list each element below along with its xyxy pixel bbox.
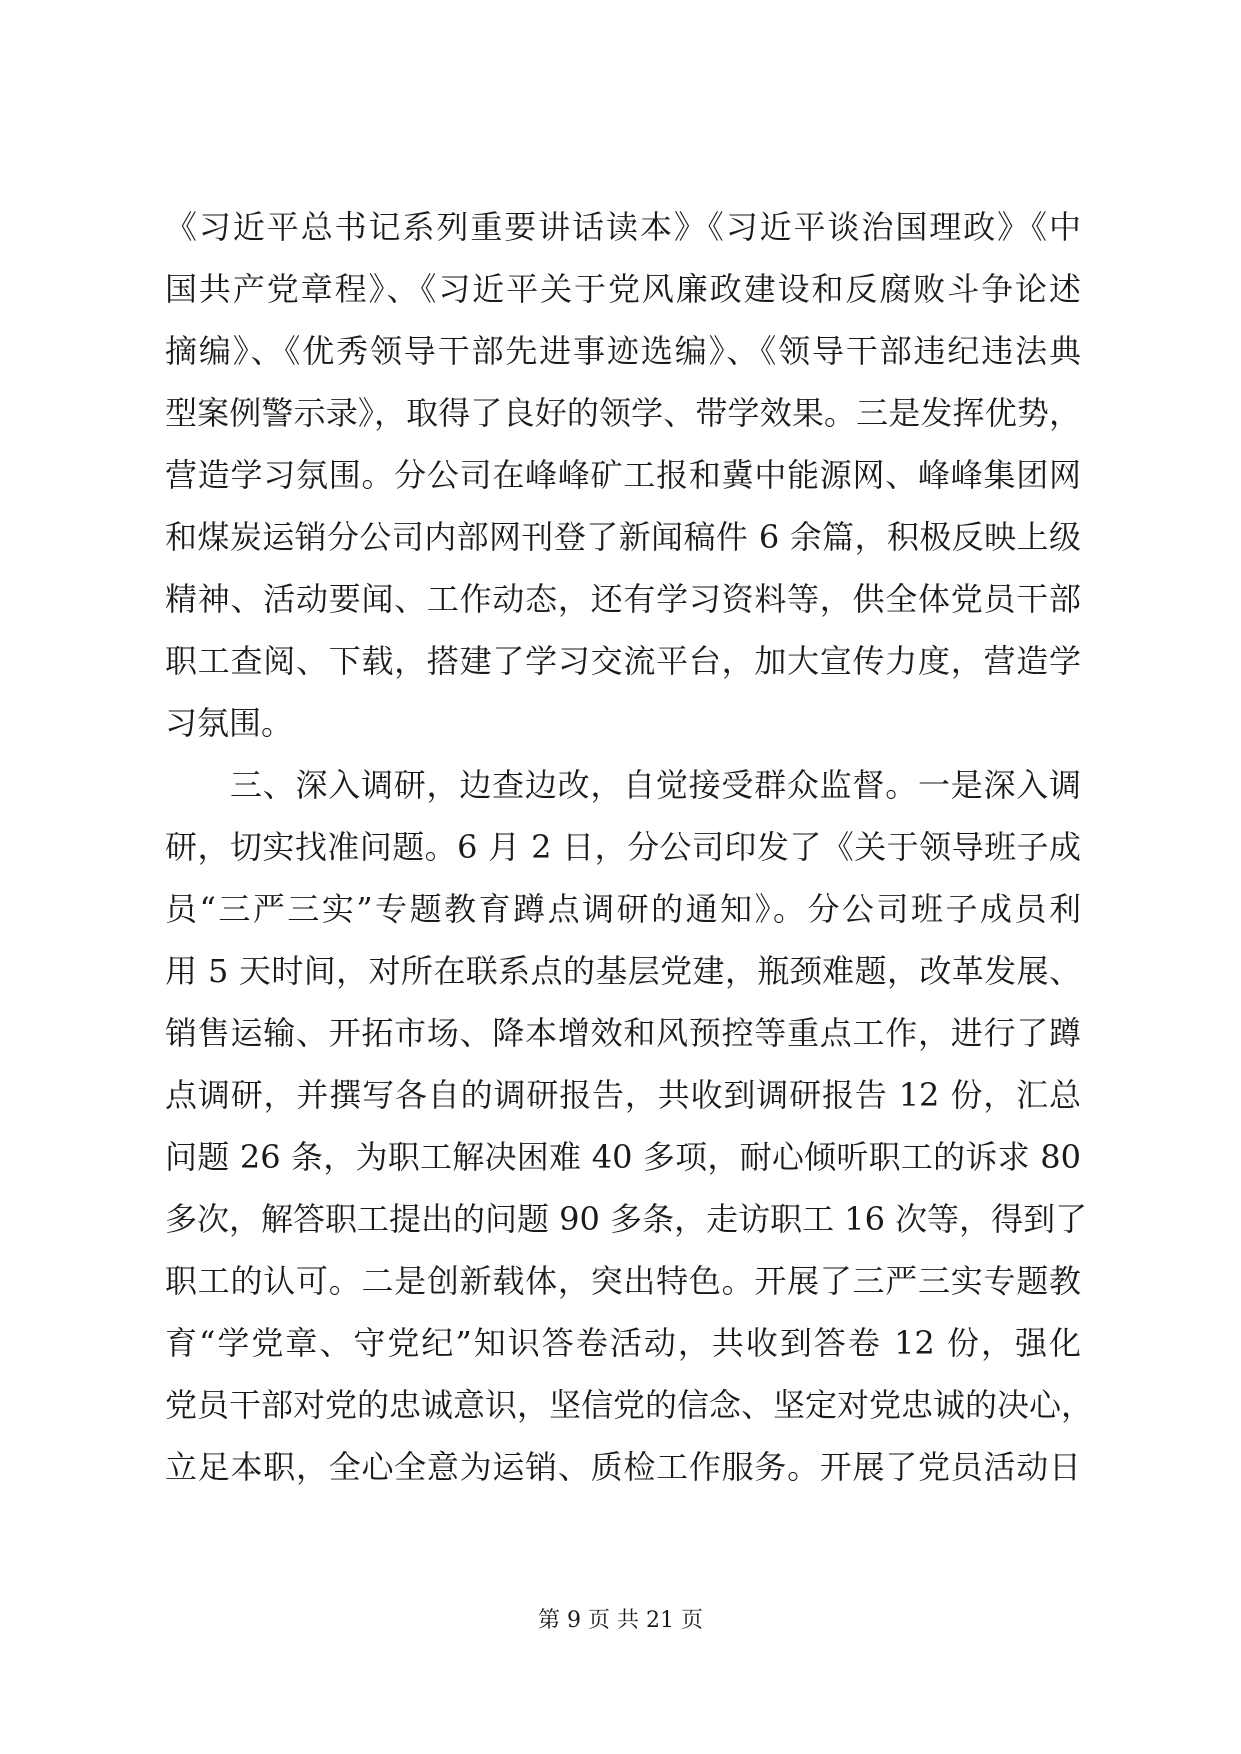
text-line: 育“学党章、守党纪”知识答卷活动，共收到答卷 12 份，强化: [165, 1324, 1081, 1362]
text-line: 习氛围。: [165, 704, 294, 742]
text-line: 营造学习氛围。分公司在峰峰矿工报和冀中能源网、峰峰集团网: [165, 456, 1081, 494]
page-footer: 第 9 页 共 21 页: [538, 1608, 703, 1633]
text-line: 立足本职，全心全意为运销、质检工作服务。开展了党员活动日: [165, 1448, 1081, 1486]
text-line: 《习近平总书记系列重要讲话读本》《习近平谈治国理政》《中: [165, 208, 1081, 246]
text-line: 研，切实找准问题。6 月 2 日，分公司印发了《关于领导班子成: [165, 828, 1081, 866]
paragraph-heading-line: 三、深入调研，边查边改，自觉接受群众监督。一是深入调: [230, 766, 1081, 804]
text-line: 职工的认可。二是创新载体，突出特色。开展了三严三实专题教: [165, 1262, 1081, 1300]
text-line: 党员干部对党的忠诚意识，坚信党的信念、坚定对党忠诚的决心，: [165, 1386, 1094, 1424]
text-line: 销售运输、开拓市场、降本增效和风预控等重点工作，进行了蹲: [165, 1014, 1081, 1052]
text-line: 国共产党章程》、《习近平关于党风廉政建设和反腐败斗争论述: [165, 270, 1081, 308]
text-line: 多次，解答职工提出的问题 90 多条，走访职工 16 次等，得到了: [165, 1200, 1088, 1238]
text-line: 问题 26 条，为职工解决困难 40 多项，耐心倾听职工的诉求 80: [165, 1138, 1081, 1176]
text-line: 点调研，并撰写各自的调研报告，共收到调研报告 12 份，汇总: [165, 1076, 1081, 1114]
text-line: 和煤炭运销分公司内部网刊登了新闻稿件 6 余篇，积极反映上级: [165, 518, 1081, 556]
text-line: 精神、活动要闻、工作动态，还有学习资料等，供全体党员干部: [165, 580, 1081, 618]
text-line: 员“三严三实”专题教育蹲点调研的通知》。分公司班子成员利: [165, 890, 1081, 928]
text-line: 职工查阅、下载，搭建了学习交流平台，加大宣传力度，营造学: [165, 642, 1081, 680]
text-line: 型案例警示录》，取得了良好的领学、带学效果。三是发挥优势，: [165, 394, 1081, 432]
text-line: 摘编》、《优秀领导干部先进事迹选编》、《领导干部违纪违法典: [165, 332, 1081, 370]
text-line: 用 5 天时间，对所在联系点的基层党建，瓶颈难题，改革发展、: [165, 952, 1081, 990]
